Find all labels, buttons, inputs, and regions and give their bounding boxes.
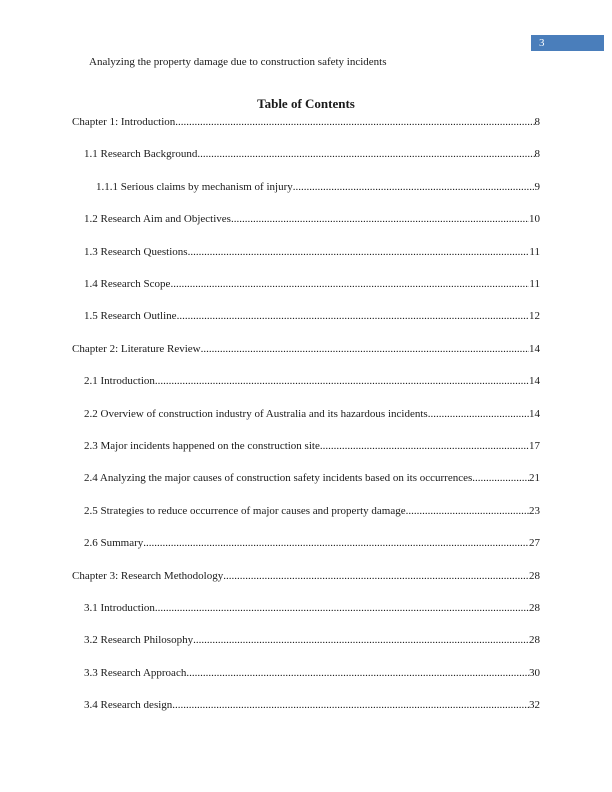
toc-entry-label: 1.1.1 Serious claims by mechanism of injury bbox=[96, 180, 293, 193]
toc-dot-leader bbox=[155, 601, 529, 615]
toc-entry-page: 21 bbox=[529, 472, 540, 485]
toc-entry-page: 14 bbox=[529, 407, 540, 420]
toc-entry-page: 10 bbox=[529, 213, 540, 226]
toc-dot-leader bbox=[197, 147, 534, 161]
toc-dot-leader bbox=[472, 471, 529, 485]
toc-entry-label: 3.1 Introduction bbox=[84, 602, 155, 614]
toc-entry-label: 3.4 Research design bbox=[84, 699, 173, 712]
toc-dot-leader bbox=[293, 180, 535, 194]
toc-entry-page: 28 bbox=[529, 569, 540, 582]
toc-dot-leader bbox=[201, 342, 529, 356]
toc-entry[interactable] bbox=[72, 374, 540, 388]
toc-entry-label: 2.1 Introduction bbox=[84, 375, 155, 388]
toc-entry-label: Chapter 2: Literature Review bbox=[72, 342, 201, 355]
toc-entry[interactable] bbox=[72, 342, 540, 356]
page-number: 3 bbox=[531, 35, 604, 51]
toc-entry-label: 2.3 Major incidents happened on the construction site bbox=[84, 440, 320, 452]
toc-entry-label: 2.4 Analyzing the major causes of construction safety incidents based on its occurrences bbox=[84, 472, 473, 485]
toc-entry-label: 1.3 Research Questions bbox=[84, 245, 188, 258]
toc-entry-page: 28 bbox=[529, 602, 540, 614]
toc-entry-page: 27 bbox=[529, 537, 540, 550]
toc-entry[interactable] bbox=[72, 569, 540, 583]
toc-dot-leader bbox=[188, 245, 530, 259]
toc-entry-page: 32 bbox=[529, 699, 540, 712]
toc-entry-label: Chapter 3: Research Methodology bbox=[72, 569, 224, 582]
toc-entry-page: 9 bbox=[534, 180, 540, 193]
running-header: Analyzing the property damage due to construction safety incidents bbox=[89, 56, 387, 68]
toc-entry[interactable] bbox=[72, 212, 540, 226]
toc-entry[interactable] bbox=[72, 180, 540, 194]
toc-entry[interactable] bbox=[72, 601, 540, 615]
toc-entry-page: 11 bbox=[529, 278, 540, 290]
toc-entry[interactable] bbox=[72, 439, 540, 453]
toc-dot-leader bbox=[170, 277, 529, 291]
toc-dot-leader bbox=[155, 374, 529, 388]
toc-dot-leader bbox=[143, 536, 529, 550]
toc-dot-leader bbox=[186, 666, 529, 680]
toc-entry[interactable] bbox=[72, 536, 540, 550]
toc-entry-label: 3.2 Research Philosophy bbox=[84, 634, 194, 647]
toc-dot-leader bbox=[175, 115, 534, 129]
toc-dot-leader bbox=[177, 309, 529, 323]
toc-entry-label: 2.2 Overview of construction industry of Australia and its hazardous incidents bbox=[84, 407, 428, 420]
toc-entry[interactable] bbox=[72, 147, 540, 161]
toc-entry-page: 14 bbox=[529, 375, 540, 388]
toc-dot-leader bbox=[223, 569, 529, 583]
toc-entry-page: 14 bbox=[529, 342, 540, 355]
toc-entry-page: 30 bbox=[529, 666, 540, 679]
toc-entry[interactable] bbox=[72, 115, 540, 129]
toc-entry-page: 11 bbox=[529, 245, 540, 258]
toc-entry[interactable] bbox=[72, 698, 540, 712]
toc-entry[interactable] bbox=[72, 407, 540, 421]
toc-entry-page: 8 bbox=[534, 116, 540, 128]
toc-entry-label: 1.1 Research Background bbox=[84, 148, 198, 161]
toc-dot-leader bbox=[193, 633, 529, 647]
toc-entry-page: 23 bbox=[529, 504, 540, 517]
toc-dot-leader bbox=[428, 407, 529, 421]
toc-entry-page: 28 bbox=[529, 634, 540, 647]
toc-entry[interactable] bbox=[72, 309, 540, 323]
toc-title: Table of Contents bbox=[257, 96, 355, 111]
toc-entry-label: 2.5 Strategies to reduce occurrence of major causes and property damage bbox=[84, 504, 406, 517]
toc-entry-label: 1.5 Research Outline bbox=[84, 310, 177, 323]
toc-entry[interactable] bbox=[72, 277, 540, 291]
toc-dot-leader bbox=[320, 439, 529, 453]
toc-entry-label: 1.4 Research Scope bbox=[84, 278, 171, 290]
toc-entry[interactable] bbox=[72, 245, 540, 259]
toc-entry-page: 17 bbox=[529, 440, 540, 452]
toc-entry-label: Chapter 1: Introduction bbox=[72, 116, 176, 128]
toc-entry-page: 8 bbox=[534, 148, 540, 161]
toc-entry-label: 2.6 Summary bbox=[84, 537, 144, 550]
toc-entry-label: 3.3 Research Approach bbox=[84, 666, 187, 679]
toc-entry[interactable] bbox=[72, 666, 540, 680]
toc-entry-page: 12 bbox=[529, 310, 540, 323]
toc-entry[interactable] bbox=[72, 471, 540, 485]
toc-dot-leader bbox=[231, 212, 529, 226]
toc-entry-label: 1.2 Research Aim and Objectives bbox=[84, 213, 231, 226]
toc-entry[interactable] bbox=[72, 633, 540, 647]
toc-dot-leader bbox=[172, 698, 529, 712]
toc-entry[interactable] bbox=[72, 504, 540, 518]
toc-dot-leader bbox=[406, 504, 529, 518]
